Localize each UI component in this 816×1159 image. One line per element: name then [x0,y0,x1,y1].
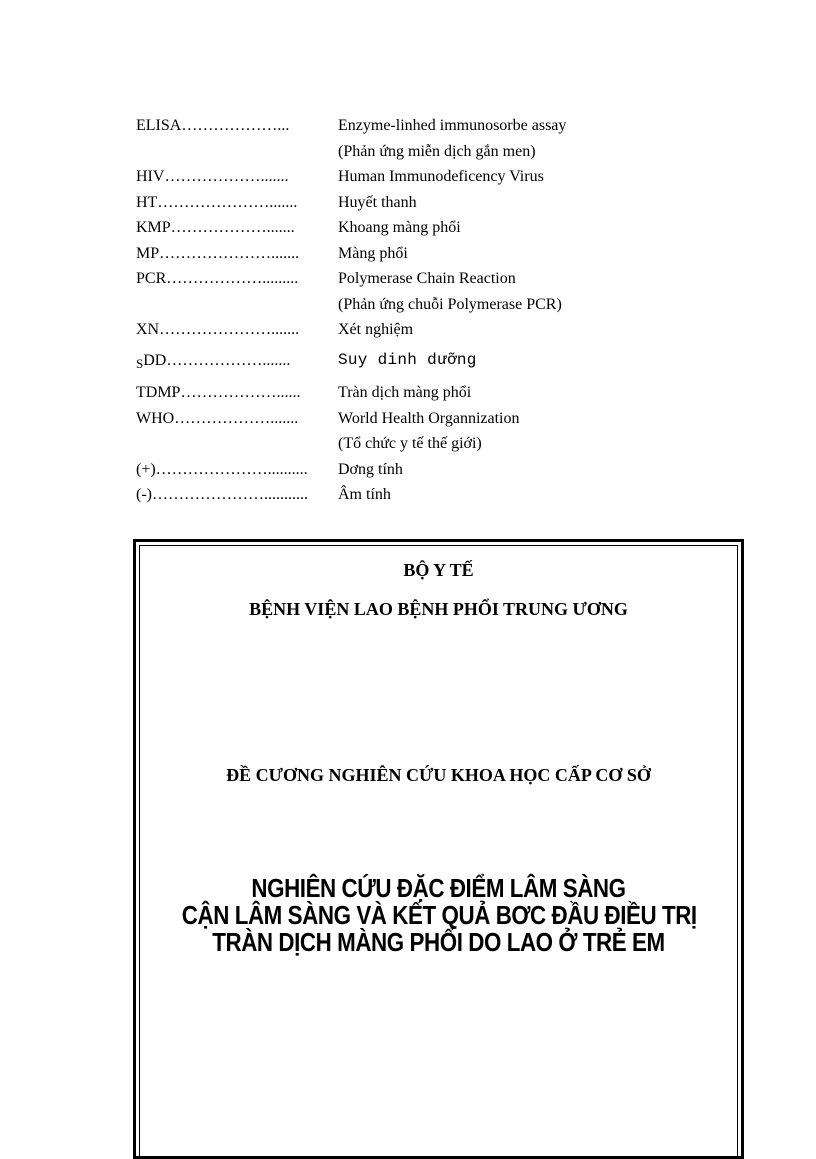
ministry-heading: BỘ Y TẾ [403,560,474,580]
abbreviation-term-rest: DD………………....... [143,351,291,369]
abbreviation-row [136,215,696,241]
abbreviation-term [136,348,338,377]
abbreviation-row [136,292,696,318]
cover-page-frame [133,539,744,1159]
abbreviation-row [136,164,696,190]
research-title-line: CẬN LÂM SÀNG VÀ KẾT QUẢ BƠC ĐẦU ĐIỀU TRỊ [181,900,697,930]
abbreviation-row [136,348,696,377]
abbreviation-definition: Khoang màng phổi [338,219,461,236]
abbreviation-row [136,317,696,343]
abbreviation-definition: Dơng tính [338,460,403,478]
research-title [182,875,695,956]
abbreviation-definition: Polymerase Chain Reaction [338,270,516,287]
abbreviation-term [136,292,338,318]
research-title-line: TRÀN DỊCH MÀNG PHỔI DO LAO Ở TRẺ EM [212,927,665,957]
abbreviation-list [136,113,696,508]
abbreviation-definition: Huyết thanh [338,193,417,211]
abbreviation-definition: Tràn dịch màng phổi [338,384,472,401]
abbreviation-definition: Xét nghiệm [338,321,414,338]
abbreviation-term [136,431,338,457]
abbreviation-term: ELISA………………... [136,117,290,134]
abbreviation-definition: Màng phổi [338,244,408,262]
abbreviation-term: WHO………………....... [136,409,299,427]
abbreviation-term-prefix: S [136,355,144,371]
abbreviation-term: TDMP………………...... [136,384,301,401]
hospital-heading: BỆNH VIỆN LAO BỆNH PHỔI TRUNG ƯƠNG [249,599,628,619]
abbreviation-definition: (Phản ứng miễn dịch gắn men) [338,142,536,160]
abbreviation-row [136,431,696,457]
abbreviation-term: (+)………………….......... [136,460,308,478]
abbreviation-row [136,266,696,292]
abbreviation-row [136,113,696,139]
abbreviation-term: PCR………………......... [136,270,299,287]
abbreviation-term [136,139,338,165]
cover-page-inner-border [139,545,738,1156]
abbreviation-row [136,406,696,432]
abbreviation-term: XN…………………....... [136,321,300,338]
abbreviation-definition: (Phản ứng chuỗi Polymerase PCR) [338,295,562,313]
abbreviation-term: MP…………………....... [136,244,300,262]
abbreviation-definition: Enzyme-linhed immunosorbe assay [338,117,567,134]
abbreviation-definition: (Tổ chức y tế thế giới) [338,435,482,452]
abbreviation-row [136,457,696,483]
abbreviation-term: HT…………………....... [136,193,298,211]
abbreviation-definition: World Health Organnization [338,409,520,427]
abbreviation-row [136,190,696,216]
abbreviation-definition: Âm tính [338,486,391,503]
abbreviation-row [136,380,696,406]
document-type-heading: ĐỀ CƯƠNG NGHIÊN CỨU KHOA HỌC CẤP CƠ SỞ [226,765,651,785]
abbreviation-definition: Human Immunodeficency Virus [338,168,544,185]
abbreviation-row [136,482,696,508]
abbreviation-term: KMP………………....... [136,219,295,236]
research-title-line: NGHIÊN CỨU ĐẶC ĐIỂM LÂM SÀNG [251,873,626,903]
abbreviation-term: HIV………………....... [136,168,289,185]
abbreviation-definition: Suy dinh dưỡng [338,350,477,369]
abbreviation-term: (-)…………………........... [136,486,308,503]
abbreviation-row [136,139,696,165]
abbreviation-row [136,241,696,267]
